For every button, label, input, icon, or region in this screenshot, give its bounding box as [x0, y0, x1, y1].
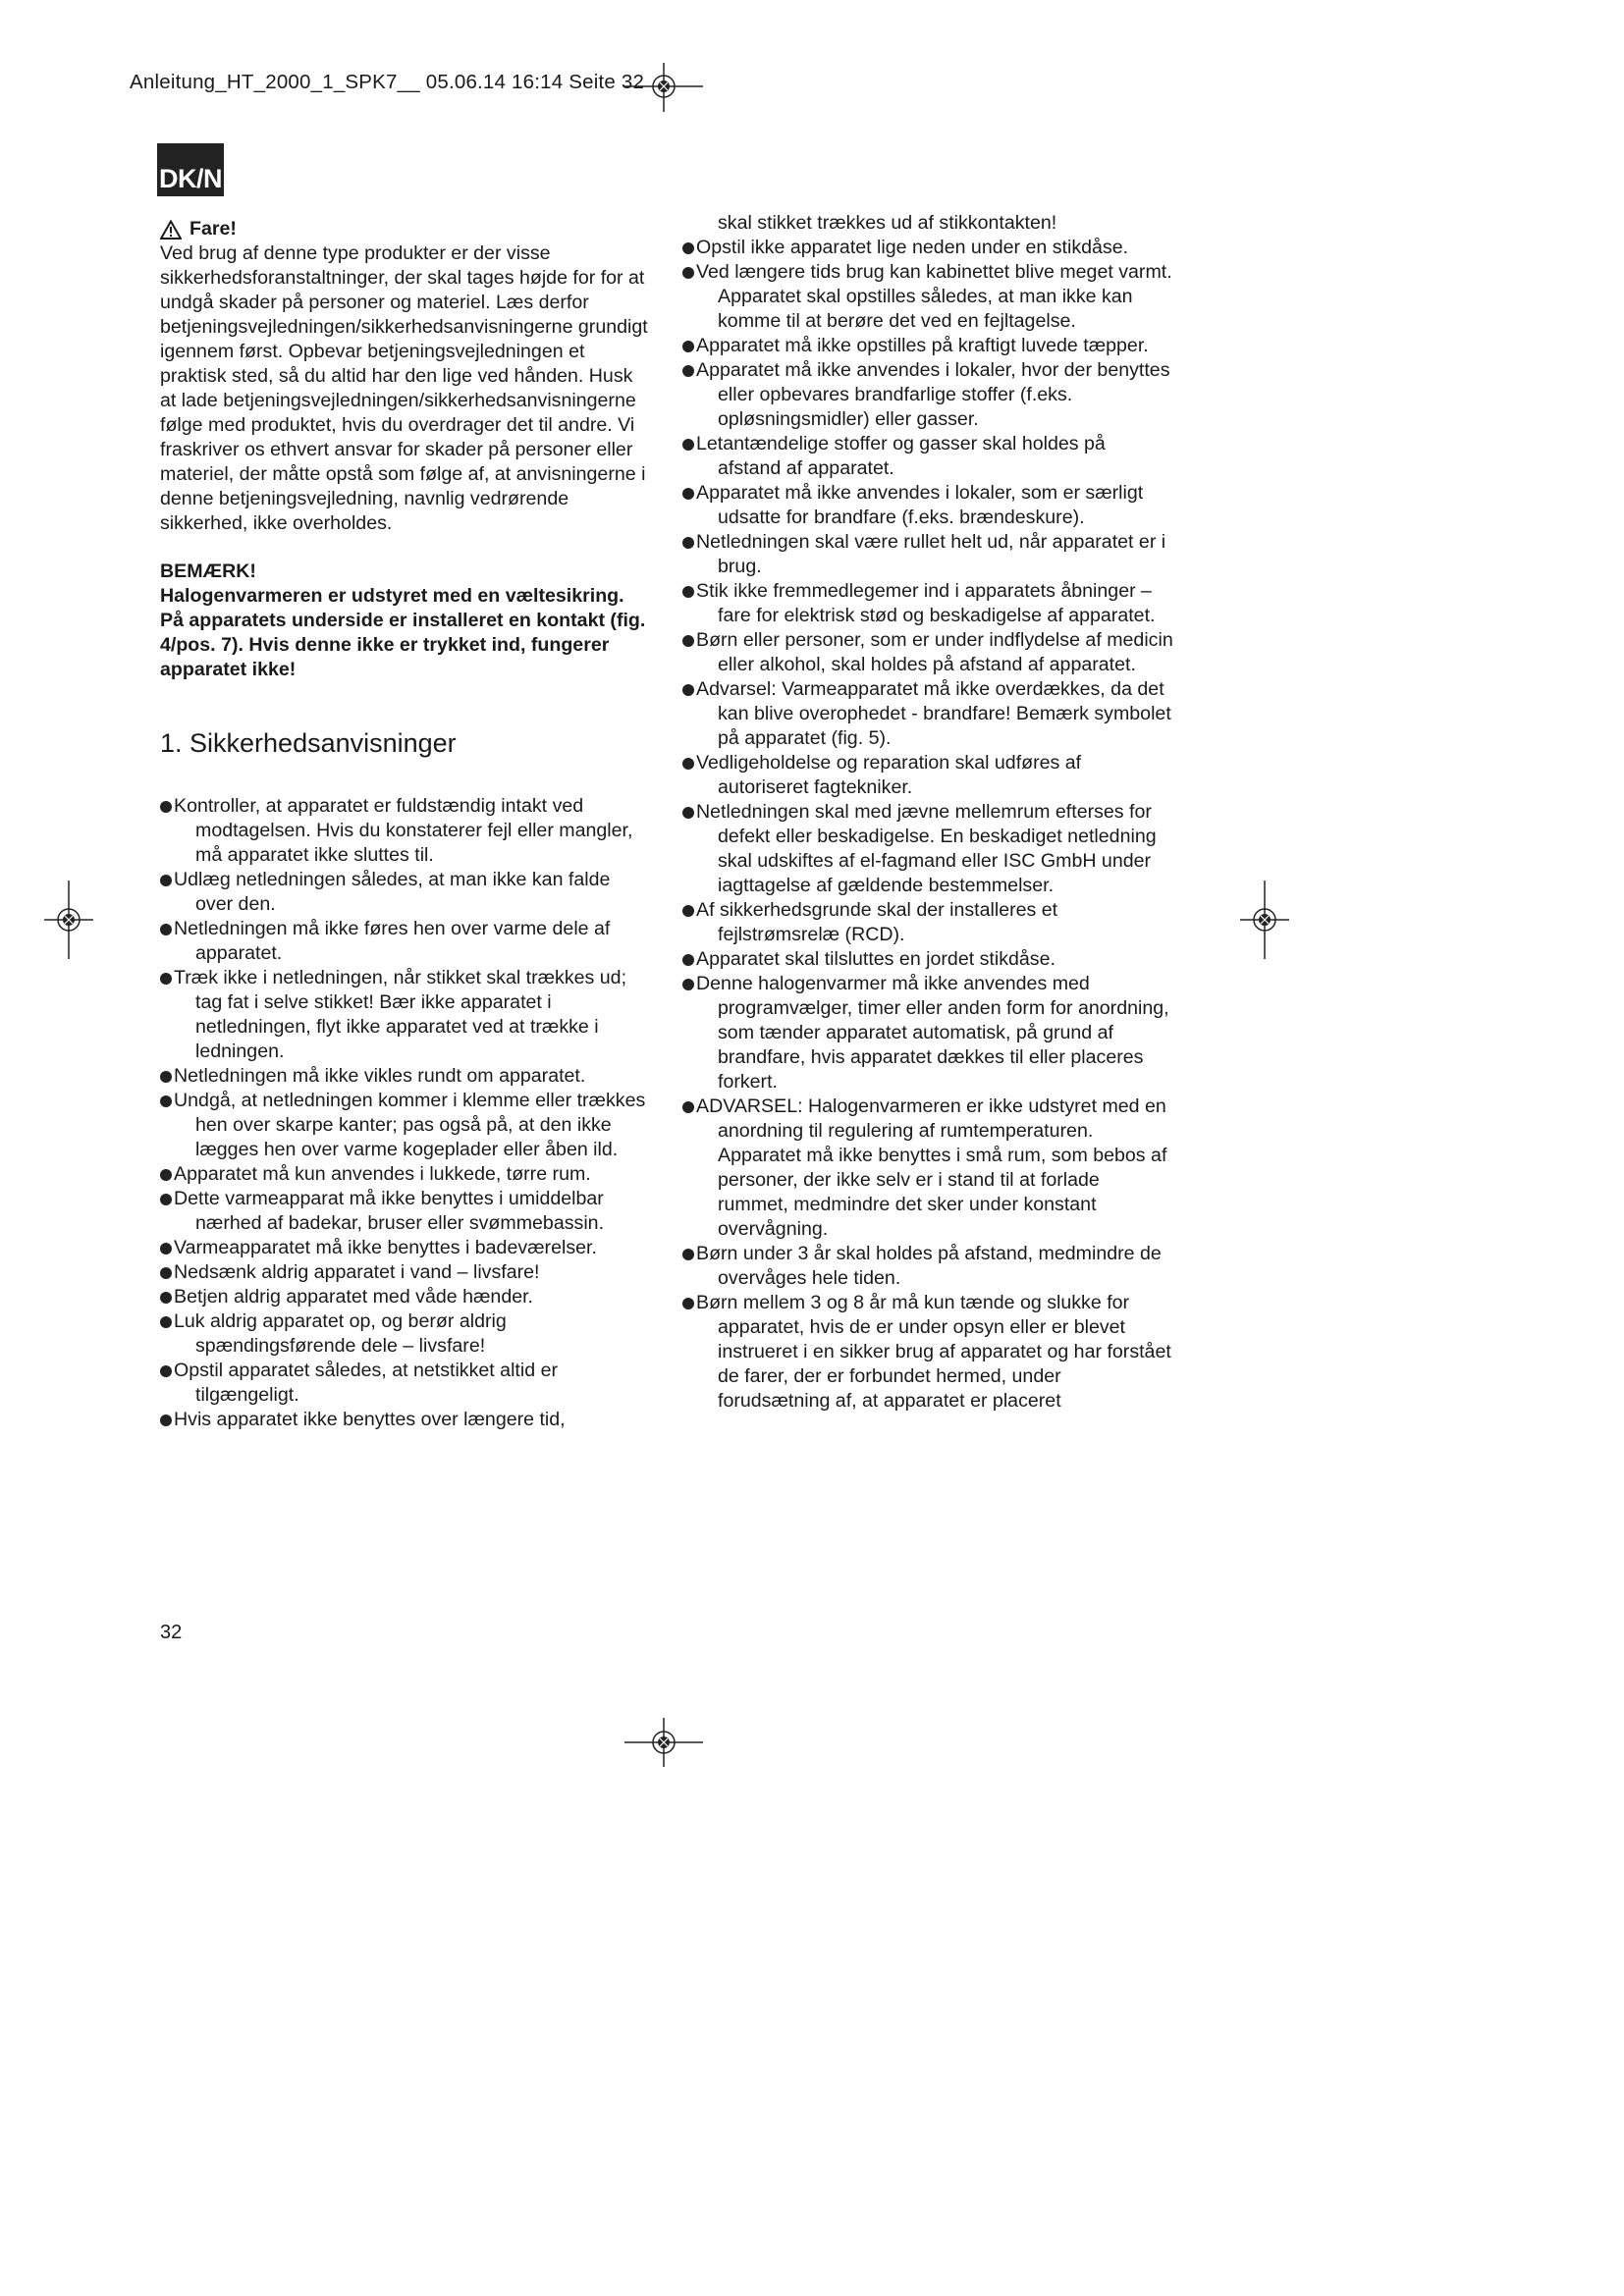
list-item: Ved længere tids brug kan kabinettet blive meget varmt. Apparatet skal opstilles således, at man ikke kan komme til at berøre det ved en fejltagelse. [682, 260, 1173, 334]
list-item-continuation: skal stikket trækkes ud af stikkontakten! [718, 212, 1057, 234]
right-column [682, 211, 1173, 1414]
list-item: Advarsel: Varmeapparatet må ikke overdækkes, da det kan blive overophedet - brandfare! Bemærk symbolet på apparatet (fig. 5). [682, 677, 1173, 751]
list-item: Af sikkerhedsgrunde skal der installeres et fejlstrømsrelæ (RCD). [682, 898, 1173, 947]
list-item: Dette varmeapparat må ikke benyttes i umiddelbar nærhed af badekar, bruser eller svømmebassin. [160, 1187, 651, 1236]
note-text: Halogenvarmeren er udstyret med en væltesikring. På apparatets underside er installeret en kontakt (fig. 4/pos. 7). Hvis denne ikke er trykket ind, fungerer apparatet ikke! [160, 585, 646, 680]
list-item: Opstil apparatet således, at netstikket altid er tilgængeligt. [160, 1359, 651, 1408]
warning-text: Ved brug af denne type produkter er der visse sikkerhedsforanstaltninger, der skal tages højde for for at undgå skader på personer og materiel. Læs derfor betjeningsvejledningen/sikkerhedsanvisningerne grundigt igennem først. Opbevar betjeningsvejledningen et praktisk sted, så du altid har den lige ved hånden. Husk at lade betjeningsvejledningen/sikkerhedsanvisningerne følge med produktet, hvis du overdrager det til andre. Vi fraskriver os ethvert ansvar for skader på personer eller materiel, der måtte opstå som følge af, at anvisningerne i denne betjeningsvejledning, navnlig vedrørende sikkerhed, ikke overholdes. [160, 242, 648, 534]
list-item: Letantændelige stoffer og gasser skal holdes på afstand af apparatet. [682, 432, 1173, 481]
list-item: Apparatet må ikke anvendes i lokaler, som er særligt udsatte for brandfare (f.eks. brændeskure). [682, 481, 1173, 530]
warning-heading [160, 217, 651, 241]
list-item: Apparatet må ikke opstilles på kraftigt luvede tæpper. [682, 334, 1173, 358]
list-item: Stik ikke fremmedlegemer ind i apparatets åbninger – fare for elektrisk stød og beskadigelse af apparatet. [682, 579, 1173, 628]
list-item: Vedligeholdelse og reparation skal udføres af autoriseret fagtekniker. [682, 751, 1173, 800]
list-item: Undgå, at netledningen kommer i klemme eller trækkes hen over skarpe kanter; pas også på, at den ikke lægges hen over varme kogeplader eller åben ild. [160, 1089, 651, 1162]
list-item: Nedsænk aldrig apparatet i vand – livsfare! [160, 1260, 651, 1285]
list-item: Kontroller, at apparatet er fuldstændig intakt ved modtagelsen. Hvis du konstaterer fejl eller mangler, må apparatet ikke sluttes til. [160, 794, 651, 868]
list-item: Børn under 3 år skal holdes på afstand, medmindre de overvåges hele tiden. [682, 1242, 1173, 1291]
warning-title: Fare! [189, 218, 237, 240]
crop-mark-bottom [624, 1718, 703, 1767]
list-item: ADVARSEL: Halogenvarmeren er ikke udstyret med en anordning til regulering af rumtemperaturen. Apparatet må ikke benyttes i små rum, som bebos af personer, der ikke selv er i stand til at forlade rummet, medmindre det sker under konstant overvågning. [682, 1095, 1173, 1242]
list-item: Netledningen må ikke føres hen over varme dele af apparatet. [160, 917, 651, 966]
note-title: BEMÆRK! [160, 561, 256, 582]
list-item: Apparatet må kun anvendes i lukkede, tørre rum. [160, 1162, 651, 1187]
list-item: Hvis apparatet ikke benyttes over længere tid, [160, 1408, 651, 1432]
page-number: 32 [160, 1622, 183, 1643]
list-item: Luk aldrig apparatet op, og berør aldrig spændingsførende dele – livsfare! [160, 1309, 651, 1359]
crop-mark-top [624, 63, 703, 112]
language-badge: DK/N [157, 143, 224, 196]
list-item: Netledningen skal med jævne mellemrum efterses for defekt eller beskadigelse. En beskadiget netledning skal udskiftes af el-fagmand eller ISC GmbH under iagttagelse af gældende bestemmelser. [682, 800, 1173, 898]
list-item: Netledningen skal være rullet helt ud, når apparatet er i brug. [682, 530, 1173, 579]
section-title: 1. Sikkerhedsanvisninger [160, 728, 457, 758]
left-column [160, 217, 651, 1432]
safety-list-left [160, 794, 651, 1432]
warning-triangle-icon [160, 220, 182, 240]
list-item: Børn mellem 3 og 8 år må kun tænde og slukke for apparatet, hvis de er under opsyn eller er blevet instrueret i en sikker brug af apparatet og har forstået de farer, der er forbundet hermed, under forudsætning af, at apparatet er placeret [682, 1291, 1173, 1414]
list-item: Børn eller personer, som er under indflydelse af medicin eller alkohol, skal holdes på afstand af apparatet. [682, 628, 1173, 677]
list-item: Apparatet må ikke anvendes i lokaler, hvor der benyttes eller opbevares brandfarlige stoffer (f.eks. opløsningsmidler) eller gasser. [682, 358, 1173, 432]
safety-list-right [682, 236, 1173, 1414]
print-header: Anleitung_HT_2000_1_SPK7__ 05.06.14 16:14 Seite 32 [130, 71, 645, 93]
crop-mark-left [44, 881, 93, 959]
list-item: Træk ikke i netledningen, når stikket skal trækkes ud; tag fat i selve stikket! Bær ikke apparatet i netledningen, flyt ikke apparatet ved at trække i ledningen. [160, 966, 651, 1064]
list-item: Betjen aldrig apparatet med våde hænder. [160, 1285, 651, 1309]
list-item: Udlæg netledningen således, at man ikke kan falde over den. [160, 868, 651, 917]
list-item: Opstil ikke apparatet lige neden under en stikdåse. [682, 236, 1173, 260]
crop-mark-right [1240, 881, 1289, 959]
list-item: Denne halogenvarmer må ikke anvendes med programvælger, timer eller anden form for anordning, som tænder apparatet automatisk, på grund af brandfare, hvis apparatet dækkes til eller placeres forkert. [682, 972, 1173, 1095]
list-item: Varmeapparatet må ikke benyttes i badeværelser. [160, 1236, 651, 1260]
list-item: Netledningen må ikke vikles rundt om apparatet. [160, 1064, 651, 1089]
list-item: Apparatet skal tilsluttes en jordet stikdåse. [682, 947, 1173, 972]
